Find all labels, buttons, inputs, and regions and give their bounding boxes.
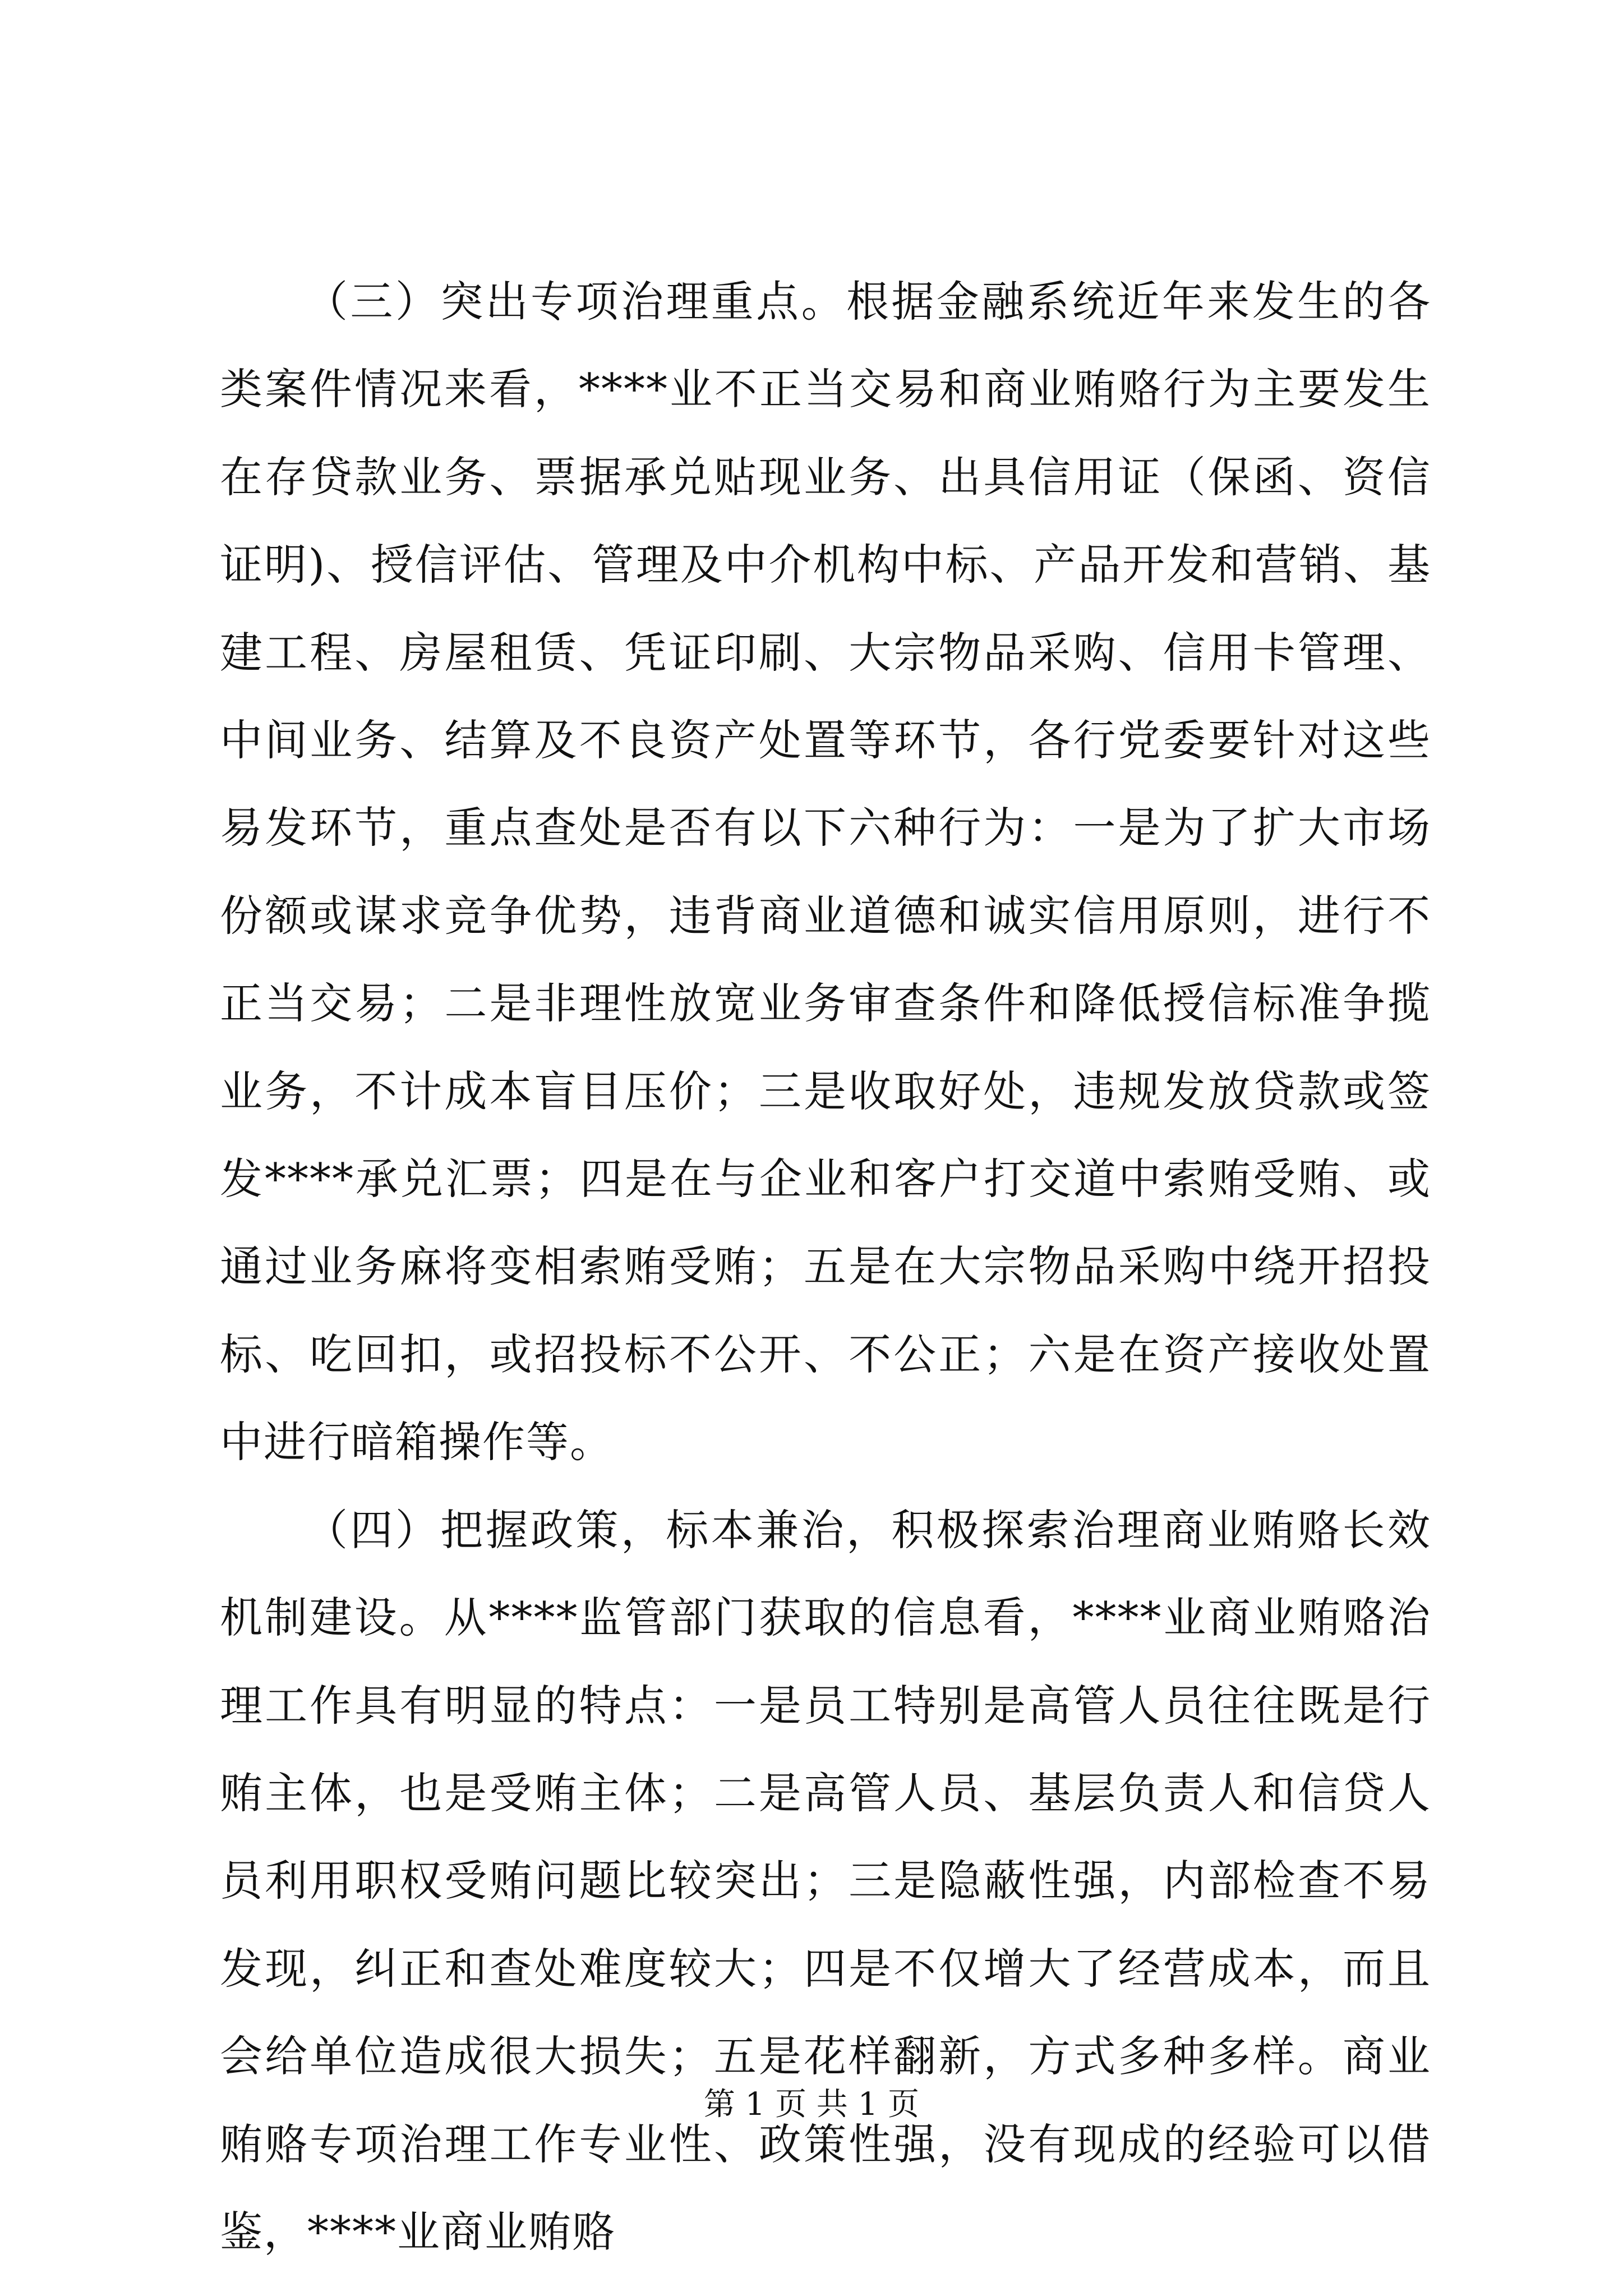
paragraph-three: （三）突出专项治理重点。根据金融系统近年来发生的各类案件情况来看，****业不正当交易和商业贿赂行为主要发生在存贷款业务、票据承兑贴现业务、出具信用证（保函、资信证明)、授信评估、管理及中介机构中标、产品开发和营销、基建工程、房屋租赁、凭证印刷、大宗物品采购、信用卡管理、中间业务、结算及不良资产处置等环节，各行党委要针对这些易发环节，重点查处是否有以下六种行为：一是为了扩大市场份额或谋求竞争优势，违背商业道德和诚实信用原则，进行不正当交易；二是非理性放宽业务审查条件和降低授信标准争揽业务，不计成本盲目压价；三是收取好处，违规发放贷款或签发****承兑汇票；四是在与企业和客户打交道中索贿受贿、或通过业务麻将变相索贿受贿；五是在大宗物品采购中绕开招投标、吃回扣，或招投标不公开、不公正；六是在资产接收处置中进行暗箱操作等。 bbox=[220, 277, 1431, 1467]
document-body bbox=[220, 258, 1431, 2276]
page-footer: 第 1 页 共 1 页 bbox=[703, 2086, 920, 2123]
paragraph-four: （四）把握政策，标本兼治，积极探索治理商业贿赂长效机制建设。从****监管部门获取的信息看，****业商业贿赂治理工作具有明显的特点：一是员工特别是高管人员往往既是行贿主体，也是受贿主体；二是高管人员、基层负责人和信贷人员利用职权受贿问题比较突出；三是隐蔽性强，内部检查不易发现，纠正和查处难度较大；四是不仅增大了经营成本，而且会给单位造成很大损失；五是花样翻新，方式多种多样。商业贿赂专项治理工作专业性、政策性强，没有现成的经验可以借鉴，****业商业贿赂 bbox=[220, 1504, 1431, 2257]
